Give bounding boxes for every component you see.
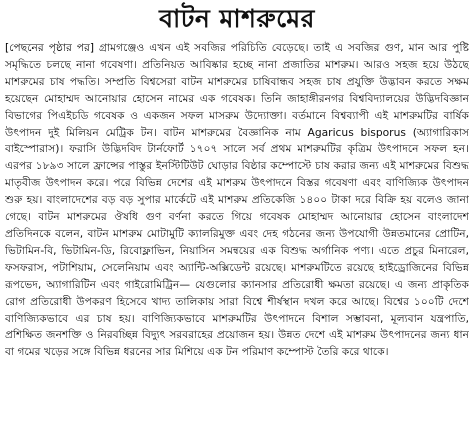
headline-row — [0, 0, 474, 38]
article-title: বাটন মাশরুমের — [159, 4, 315, 33]
article-body — [5, 40, 469, 430]
article-paragraph: গ্রামগঞ্জেও এখন এই সবজির পরিচিতি বেড়েছে। তাই এ সবজির গুণ, মান আর পুষ্টি সমৃদ্ধিতে চলছে নানা গবেষণা। প্রতিনিয়ত আবিষ্কার হচ্ছে নানা প্রজাতির মাশরুম। আরও সহজ হয়ে উঠছে মাশরুমের চাষ পদ্ধতি। সম্প্রতি বিশ্বসেরা বাটন মাশরুমের চাষিবান্ধব সহজ চাষ প্রযুক্তি উদ্ভাবন করতে সক্ষম হয়েছেন মোহাম্মদ আনোয়ার হোসেন নামের এক গবেষক। তিনি জাহাঙ্গীরনগর বিশ্ববিদ্যালয়ের উদ্ভিদবিজ্ঞান বিভাগের পিএইচডি গবেষক ও একজন সফল মাসরুম উদ্যোক্তা। বর্তমানে বিশ্বব্যাপী এই মাশরুমটির বার্ষিক উৎপাদন দুই মিলিয়ন মেট্রিক টন। বাটন মাশরুমের বৈজ্ঞানিক নাম Agaricus bisporus (অ্যাগারিকাস বাইস্পোরাস)। ফরাসি উদ্ভিদবিদ টার্নফোর্ট ১৭০৭ সালে সর্ব প্রথম মাশরুমটির কৃত্রিম উৎপাদনে সফল হন। এরপর ১৮৯৩ সালে ফ্রান্সের পাস্তুর ইনস্টিটিউট ঘোড়ার বিষ্ঠার কম্পোস্টে চাষ করার জন্য এই মাশরুমের বিশুদ্ধ মাতৃবীজ উৎপাদন করে। পরে বিভিন্ন দেশের এই মাশরুম উৎপাদনে বিস্তর গবেষণা এবং বাণিজ্যিক উৎপাদন শুরু হয়। বাংলাদেশের বড় বড় সুপার মার্কেটে এই মাশরুম প্রতিকেজি ১৪০০ টাকা দরে বিক্রি হয় বলেও জানা গেছে। বাটন মাশরুমের ঔষধি গুণ বর্ণনা করতে গিয়ে গবেষক মোহাম্মদ আনোয়ার হোসেন বাংলাদেশ প্রতিদিনকে বলেন, বাটন মাশরুম মোটামুটি ক্যালরিমুক্ত এবং দেহ গঠনের জন্য উপযোগী উন্নতমানের প্রোটিন, ভিটামিন-বি, ভিটামিন-ডি, রিবোফ্লাভিন, নিয়াসিন সমন্বয়ের এক বিশুদ্ধ অর্গানিক পণ্য। এতে প্রচুর মিনারেল, ফসফরাস, পটাশিয়াম, সেলেনিয়াম এবং অ্যান্টি-অক্সিডেন্ট রয়েছে। মাশরুমটিতে রয়েছে হাইড্রোজিনের বিভিন্ন রূপভেদ, অ্যাগারিটিন এবং গাইরোমিট্রিন— যেগুলোর ক্যানসার প্রতিরোধী ক্ষমতা রয়েছে। এ জন্য প্রাকৃতিক রোগ প্রতিরোধী উপকরণ হিসেবে খাদ্য তালিকায় সারা বিশ্বে শীর্ষস্থান দখল করে আছে। বিশ্বের ১০০টি দেশে বাণিজ্যিকভাবে এর চাষ হয়। বাণিজ্যিকভাবে মাশরুমটির উৎপাদনে বিশাল সম্ভাবনা, মূল্যবান যন্ত্রপাতি, প্রশিক্ষিত জনশক্তি ও নিরবচ্ছিন্ন বিদ্যুৎ সরবরাহের প্রয়োজন হয়। উন্নত দেশে এই মাশরুম উৎপাদনের জন্য ধান বা গমের খড়ের সঙ্গে বিভিন্ন ধরনের সার মিশিয়ে এক টন পরিমাণ কম্পোস্ট তৈরি করে থাকে। — [5, 41, 469, 359]
continuation-label: [পেছনের পৃষ্ঠার পর] — [5, 41, 95, 54]
